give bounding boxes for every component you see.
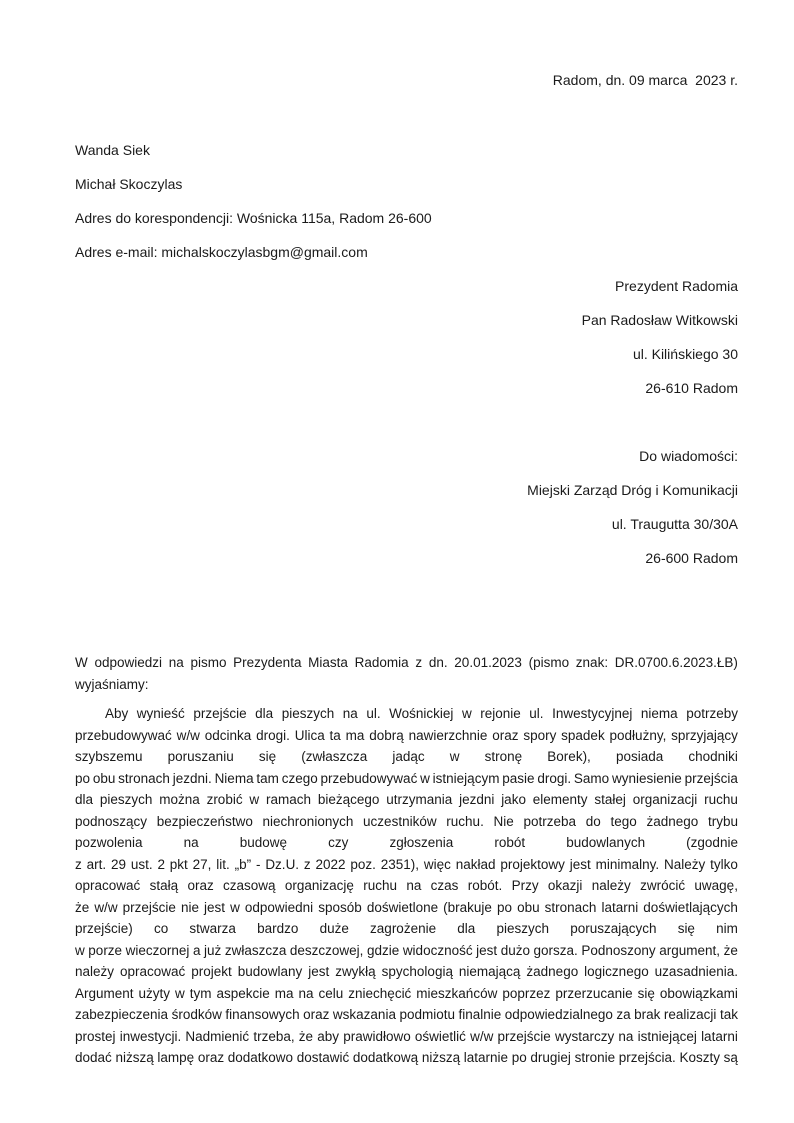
- sender-line: Michał Skoczylas: [75, 176, 183, 192]
- sender-line: Wanda Siek: [75, 142, 150, 158]
- body-line: Argument użyty w tym aspekcie ma na celu zniechęcić mieszkańców poprzez przerzucanie się obowiązkami: [75, 985, 738, 1001]
- cc-line: Do wiadomości:: [639, 448, 738, 464]
- body-line: dodać niższą lampę oraz dodatkowo dostawić dodatkową niższą latarnie po drugiej stronie przejścia. Koszty są: [75, 1050, 738, 1065]
- body-line: przejście) co stwarza bardzo duże zagrożenie dla pieszych poruszających się nim: [75, 921, 738, 936]
- body-line: po obu stronach jezdni. Niema tam czego przebudowywać w istniejącym pasie drogi. Samo wyniesienie przejścia: [75, 770, 738, 786]
- cc-line: ul. Traugutta 30/30A: [611, 516, 738, 532]
- cc-block: [75, 439, 738, 575]
- body-line: w porze wieczornej a już zwłaszcza deszczowej, gdzie widoczność jest dużo gorsza. Podnoszony argument, że: [75, 942, 738, 958]
- recipient-line: Prezydent Radomia: [615, 278, 738, 294]
- intro-paragraph: [75, 652, 738, 695]
- intro-line: wyjaśniamy:: [75, 676, 149, 692]
- recipient-block: [75, 269, 738, 405]
- body-line: szybszemu poruszaniu się (zwłaszcza jadąc w stronę Borek), posiada chodniki: [75, 749, 738, 764]
- body-line: przebudowywać w/w odcinka drogi. Ulica ta ma dobrą nawierzchnie oraz spory spadek podłużny, sprzyjający: [75, 727, 738, 743]
- recipient-line: 26-610 Radom: [645, 380, 738, 396]
- cc-line: 26-600 Radom: [645, 550, 738, 566]
- intro-line: W odpowiedzi na pismo Prezydenta Miasta Radomia z dn. 20.01.2023 (pismo znak: DR.0700.6.2023.ŁB): [75, 655, 738, 670]
- body-line: że w/w przejście nie jest w odpowiedni sposób doświetlone (brakuje po obu stronach latarni doświetlających: [75, 899, 738, 915]
- body-line: prostej inwestycji. Nadmienić trzeba, że aby prawidłowo oświetlić w/w przejście wystarczy na istniejącej latarni: [75, 1028, 738, 1044]
- body-paragraph: [75, 703, 738, 1069]
- body-line: opracować stałą oraz czasową organizację ruchu na czas robót. Przy okazji należy zwrócić uwagę,: [75, 878, 738, 893]
- letter-date: Radom, dn. 09 marca 2023 r.: [552, 72, 738, 88]
- body-line: z art. 29 ust. 2 pkt 27, lit. „b” - Dz.U. z 2022 poz. 2351), więc nakład projektowy jest minimalny. Należy tylko: [75, 856, 738, 872]
- body-line: podnoszący bezpieczeństwo niechronionych uczestników ruchu. Nie potrzeba do tego żadnego trybu: [75, 813, 738, 829]
- sender-line: Adres do korespondencji: Wośnicka 115a, Radom 26-600: [75, 210, 432, 226]
- body-line: należy opracować projekt budowlany jest zwykłą spychologią niemającą żadnego logicznego uzasadnienia.: [75, 964, 738, 979]
- recipient-line: Pan Radosław Witkowski: [581, 312, 738, 328]
- cc-line: Miejski Zarząd Dróg i Komunikacji: [527, 482, 738, 498]
- body-line: zabezpieczenia środków finansowych oraz wskazania podmiotu finalnie odpowiedzialnego za brak realizacji tak: [75, 1007, 738, 1022]
- sender-line: Adres e-mail: michalskoczylasbgm@gmail.com: [75, 244, 368, 260]
- body-line: Aby wynieść przejście dla pieszych na ul. Wośnickiej w rejonie ul. Inwestycyjnej niema potrzeby: [105, 706, 738, 721]
- recipient-line: ul. Kilińskiego 30: [632, 346, 738, 362]
- sender-block: [75, 133, 738, 269]
- body-line: dla pieszych można zrobić w ramach bieżącego utrzymania jezdni jako elementy stałej organizacji ruchu: [75, 792, 738, 807]
- body-line: pozwolenia na budowę czy zgłoszenia robót budowlanych (zgodnie: [75, 835, 738, 850]
